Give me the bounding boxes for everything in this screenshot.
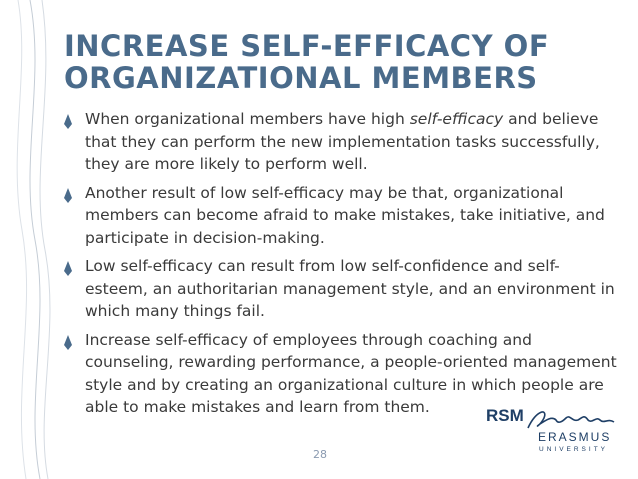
diamond-bullet-icon xyxy=(64,114,72,124)
diamond-bullet-icon xyxy=(64,261,72,271)
logo-university-text: UNIVERSITY xyxy=(539,446,609,453)
bullet-text: When organizational members have high self-efficacy and believe that they can perform the new implementation tasks successfully, they are more likely to perform well. xyxy=(85,110,600,173)
emphasis-text: self-efficacy xyxy=(409,110,504,128)
diamond-bullet-icon xyxy=(64,188,72,198)
page-number: 28 xyxy=(313,448,327,461)
slide-title: INCREASE SELF-EFFICACY OF ORGANIZATIONAL MEMBERS xyxy=(64,29,550,95)
bullet-text: Increase self-efficacy of employees through coaching and counseling, rewarding performance, a people-oriented management style and by creating an organizational culture in which people are able to make mistakes and learn from them. xyxy=(85,330,617,416)
bullet-item xyxy=(58,329,618,419)
bullet-list xyxy=(58,108,618,425)
rsm-erasmus-logo xyxy=(486,406,626,466)
bullet-item xyxy=(58,108,618,176)
erasmus-signature-icon xyxy=(526,406,626,432)
bullet-text: Another result of low self-efficacy may be that, organizational members can become afraid to make mistakes, take initiative, and participate in decision-making. xyxy=(85,183,605,247)
logo-rsm-text: RSM xyxy=(486,406,524,425)
bullet-item xyxy=(58,255,618,323)
diamond-bullet-icon xyxy=(64,335,72,345)
logo-erasmus-text: ERASMUS xyxy=(538,430,612,444)
bullet-item xyxy=(58,182,618,250)
bullet-text: Low self-efficacy can result from low self-confidence and self-esteem, an authoritarian management style, and an environment in which many things fail. xyxy=(85,257,615,320)
